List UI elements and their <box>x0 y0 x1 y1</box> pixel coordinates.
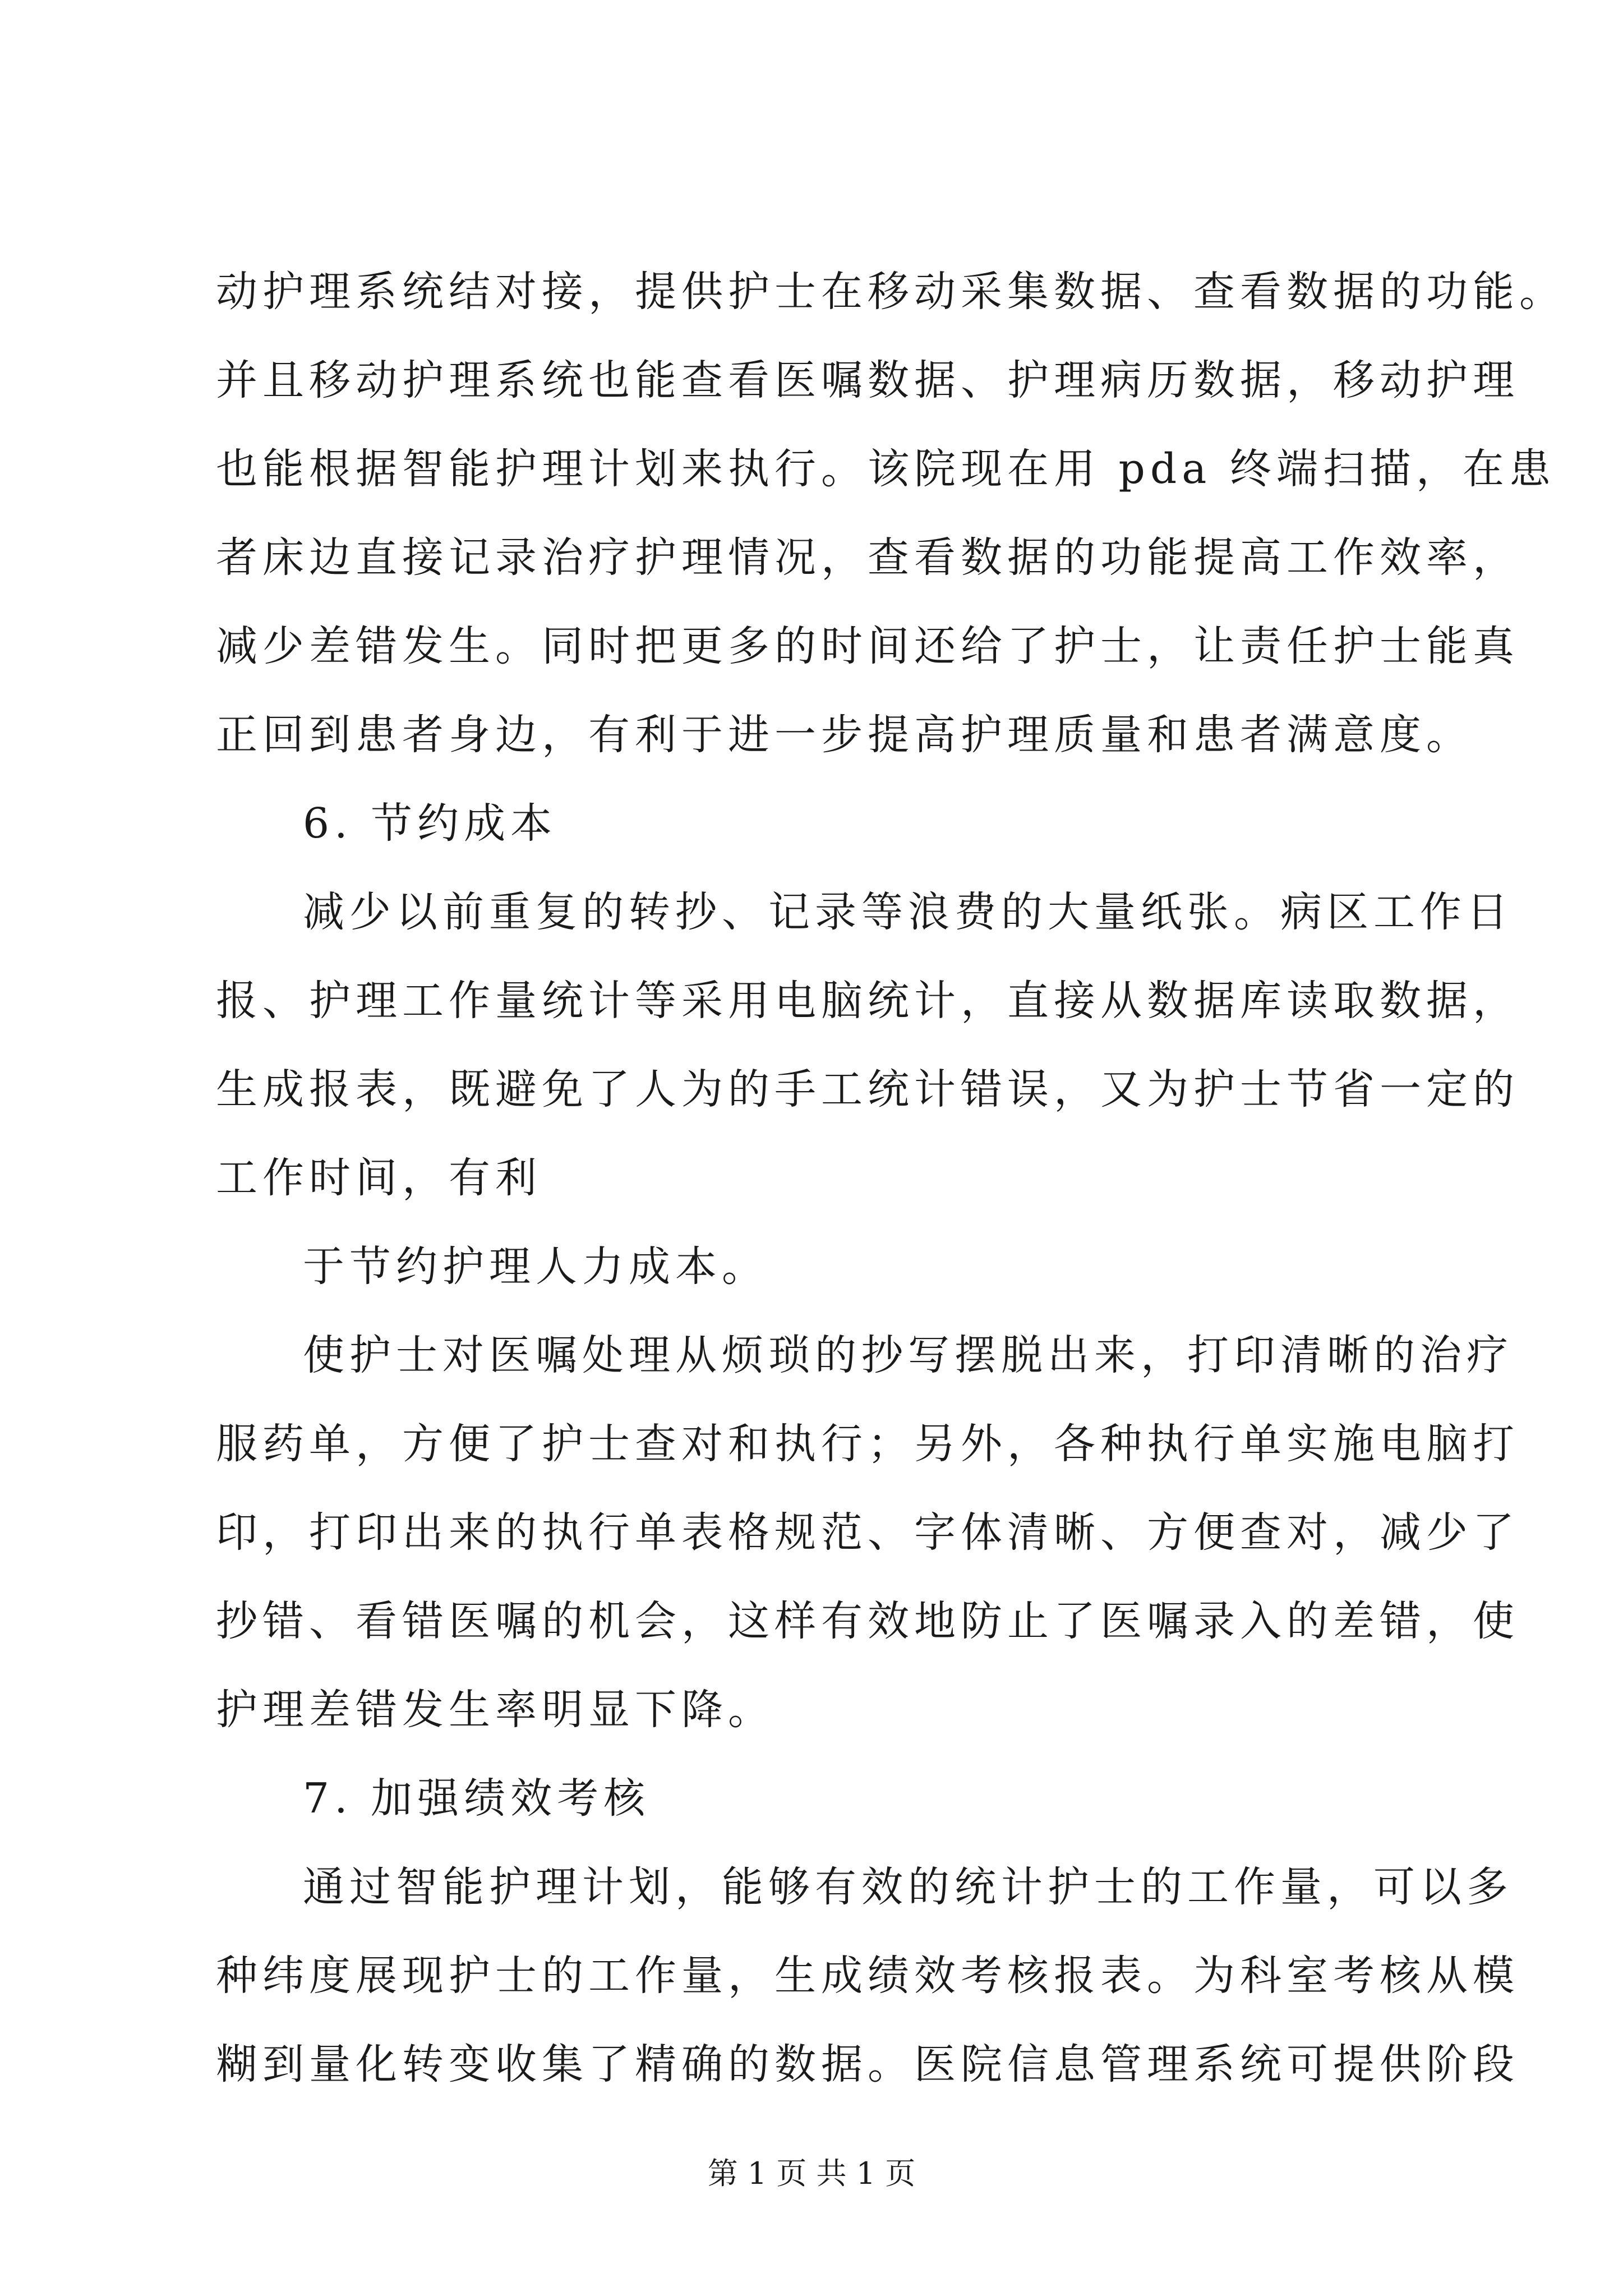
body-text-line: 抄错、看错医嘱的机会，这样有效地防止了医嘱录入的差错，使 <box>216 1597 1519 1645</box>
section-heading: 7. 加强绩效考核 <box>303 1774 651 1823</box>
body-text-line: 生成报表，既避免了人为的手工统计错误，又为护士节省一定的 <box>216 1065 1519 1114</box>
body-text-line: 动护理系统结对接，提供护士在移动采集数据、查看数据的功能。 <box>216 268 1566 316</box>
section-heading: 6. 节约成本 <box>303 799 557 848</box>
body-text-line: 服药单，方便了护士查对和执行；另外，各种执行单实施电脑打 <box>216 1420 1519 1468</box>
body-text-line: 护理差错发生率明显下降。 <box>216 1686 774 1734</box>
body-text-line: 印，打印出来的执行单表格规范、字体清晰、方便查对，减少了 <box>216 1508 1519 1557</box>
body-text-line: 者床边直接记录治疗护理情况，查看数据的功能提高工作效率， <box>216 533 1519 582</box>
body-text-line: 于节约护理人力成本。 <box>303 1243 768 1291</box>
body-text-line: 正回到患者身边，有利于进一步提高护理质量和患者满意度。 <box>216 711 1473 759</box>
body-text-line: 种纬度展现护士的工作量，生成绩效考核报表。为科室考核从模 <box>216 1952 1519 2000</box>
page-footer: 第 1 页 共 1 页 <box>707 2156 916 2191</box>
body-text-line: 糊到量化转变收集了精确的数据。医院信息管理系统可提供阶段 <box>216 2040 1519 2088</box>
body-text-line: 也能根据智能护理计划来执行。该院现在用 pda 终端扫描，在患 <box>216 445 1556 493</box>
body-text-line: 并且移动护理系统也能查看医嘱数据、护理病历数据，移动护理 <box>216 356 1519 404</box>
body-text-line: 通过智能护理计划，能够有效的统计护士的工作量，可以多 <box>303 1863 1513 1911</box>
body-text-line: 工作时间，有利 <box>216 1154 542 1202</box>
body-text-line: 报、护理工作量统计等采用电脑统计，直接从数据库读取数据， <box>216 977 1519 1025</box>
body-text-line: 减少以前重复的转抄、记录等浪费的大量纸张。病区工作日 <box>303 888 1513 936</box>
body-text-line: 使护士对医嘱处理从烦琐的抄写摆脱出来，打印清晰的治疗 <box>303 1331 1513 1379</box>
body-text-line: 减少差错发生。同时把更多的时间还给了护士，让责任护士能真 <box>216 622 1519 670</box>
